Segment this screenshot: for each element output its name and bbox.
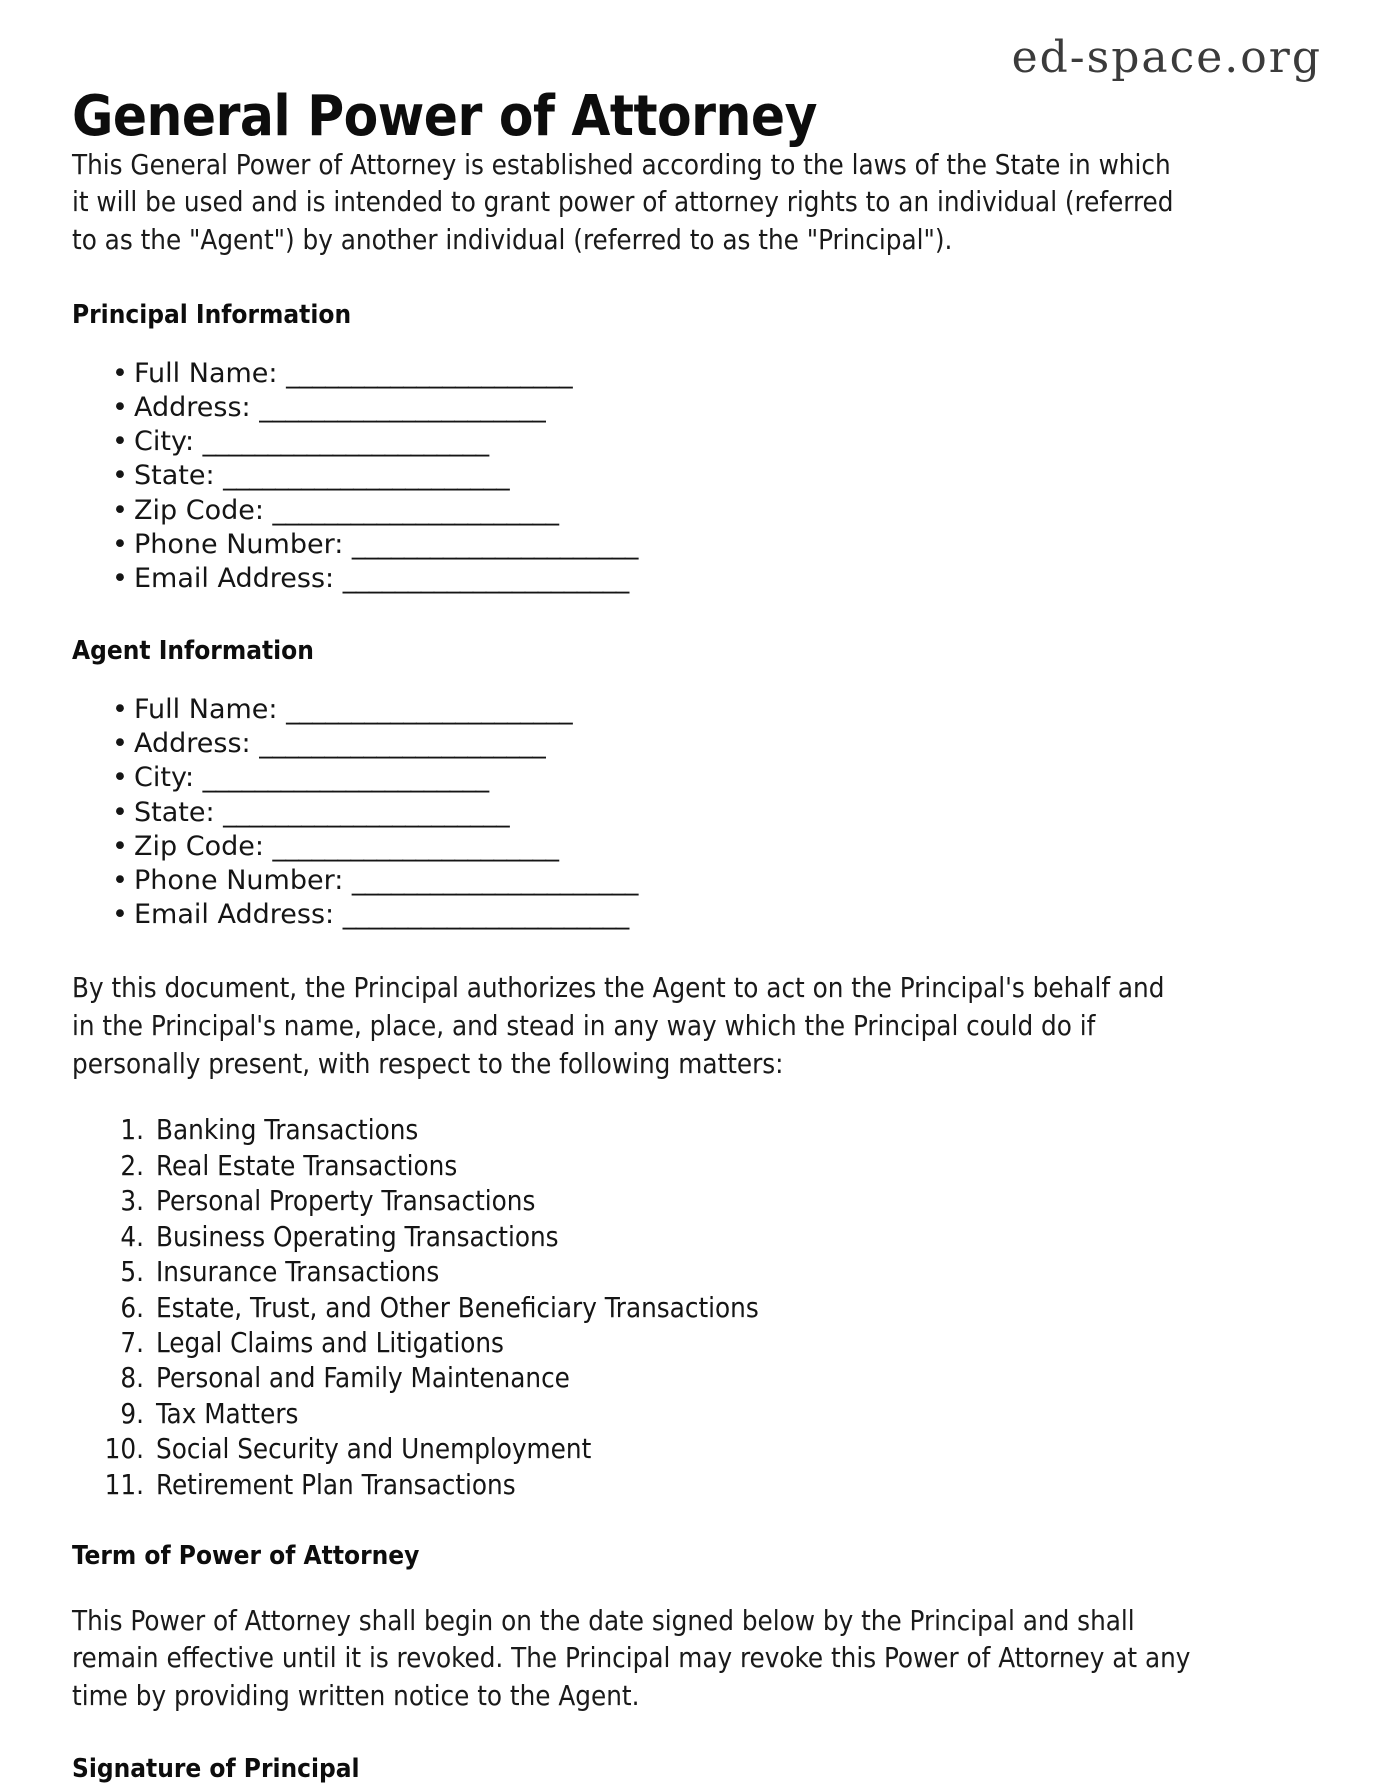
power-item-number: 8.: [120, 1362, 144, 1395]
power-item-number: 11.: [104, 1468, 144, 1501]
field-label: Phone Number:: [134, 864, 344, 896]
power-list-item: [94, 1361, 1192, 1396]
field-row: [112, 796, 1192, 830]
field-label: Phone Number:: [134, 528, 344, 560]
power-item-label: Tax Matters: [156, 1397, 299, 1430]
field-row: [112, 391, 1192, 425]
power-item-number: 3.: [120, 1185, 144, 1218]
power-list-item: [94, 1291, 1192, 1326]
power-item-label: Personal and Family Maintenance: [156, 1362, 570, 1395]
field-row: [112, 727, 1192, 761]
agent-field-list: [72, 693, 1192, 932]
field-label: Full Name:: [134, 358, 278, 389]
power-item-label: Legal Claims and Litigations: [156, 1326, 504, 1359]
bullet-icon: •: [112, 728, 128, 760]
bullet-icon: •: [112, 899, 128, 931]
power-item-label: Personal Property Transactions: [156, 1185, 536, 1218]
field-label: Address:: [134, 392, 251, 424]
field-row: [112, 357, 1192, 391]
field-label: State:: [134, 796, 215, 828]
power-item-label: Social Security and Unemployment: [156, 1433, 592, 1466]
field-blank-line[interactable]: ______________________: [259, 392, 546, 424]
page-title: General Power of Attorney: [72, 84, 817, 149]
field-row: [112, 459, 1192, 493]
bullet-icon: •: [112, 830, 128, 862]
field-row: [112, 898, 1192, 932]
intro-paragraph: This General Power of Attorney is established according to the laws of the State in which it will be used and is intended to grant power of attorney rights to an individual (referred to as the "Agent") by another individual (referred to as the "Principal").: [72, 148, 1174, 257]
signature-of-principal-heading: Signature of Principal: [72, 1753, 360, 1784]
power-item-label: Estate, Trust, and Other Beneficiary Transactions: [156, 1291, 759, 1324]
field-label: Email Address:: [134, 899, 335, 931]
power-item-number: 2.: [120, 1149, 144, 1182]
bullet-icon: •: [112, 358, 128, 389]
field-label: State:: [134, 460, 215, 492]
bullet-icon: •: [112, 562, 128, 594]
field-row: [112, 864, 1192, 898]
power-item-number: 9.: [120, 1397, 144, 1430]
principal-field-list: [72, 357, 1192, 596]
bullet-icon: •: [112, 392, 128, 424]
power-item-number: 4.: [120, 1220, 144, 1253]
term-of-power-heading: Term of Power of Attorney: [72, 1541, 420, 1572]
field-label: City:: [134, 426, 195, 458]
bullet-icon: •: [112, 796, 128, 828]
power-item-number: 7.: [120, 1326, 144, 1359]
field-row: [112, 693, 1192, 727]
power-item-label: Insurance Transactions: [156, 1256, 440, 1289]
field-row: [112, 425, 1192, 459]
bullet-icon: •: [112, 694, 128, 726]
power-list-item: [94, 1468, 1192, 1503]
field-blank-line[interactable]: ______________________: [272, 830, 559, 862]
power-list-item: [94, 1397, 1192, 1432]
power-item-label: Real Estate Transactions: [156, 1149, 458, 1182]
site-watermark: ed-space.org: [1011, 32, 1322, 83]
bullet-icon: •: [112, 864, 128, 896]
power-item-number: 10.: [104, 1433, 144, 1466]
power-list-item: [94, 1149, 1192, 1184]
field-label: Full Name:: [134, 694, 278, 726]
field-blank-line[interactable]: ______________________: [202, 762, 489, 794]
field-row: [112, 562, 1192, 596]
power-item-number: 6.: [120, 1291, 144, 1324]
power-item-number: 1.: [120, 1114, 144, 1147]
bullet-icon: •: [112, 762, 128, 794]
field-label: Zip Code:: [134, 830, 264, 862]
power-item-label: Retirement Plan Transactions: [156, 1468, 516, 1501]
power-item-label: Business Operating Transactions: [156, 1220, 559, 1253]
field-label: Address:: [134, 728, 251, 760]
power-item-label: Banking Transactions: [156, 1114, 419, 1147]
field-blank-line[interactable]: ______________________: [272, 494, 559, 526]
power-list-item: [94, 1220, 1192, 1255]
power-list-item: [94, 1113, 1192, 1148]
authorization-paragraph: By this document, the Principal authorizes the Agent to act on the Principal's behalf and in the Principal's name, place, and stead in any way which the Principal could do if personally present, with respect to the following matters:: [72, 972, 1165, 1080]
bullet-icon: •: [112, 528, 128, 560]
field-blank-line[interactable]: ______________________: [223, 460, 510, 492]
bullet-icon: •: [112, 426, 128, 458]
field-blank-line[interactable]: ______________________: [286, 358, 573, 389]
field-row: [112, 830, 1192, 864]
field-blank-line[interactable]: ______________________: [351, 528, 638, 560]
power-item-number: 5.: [120, 1256, 144, 1289]
power-list-item: [94, 1184, 1192, 1219]
field-label: Email Address:: [134, 562, 335, 594]
field-label: City:: [134, 762, 195, 794]
field-blank-line[interactable]: ______________________: [342, 562, 629, 594]
document-content: [72, 0, 1192, 1785]
field-blank-line[interactable]: ______________________: [223, 796, 510, 828]
field-blank-line[interactable]: ______________________: [342, 899, 629, 931]
field-row: [112, 761, 1192, 795]
term-of-power-paragraph: This Power of Attorney shall begin on the date signed below by the Principal and shall remain effective until it is revoked. The Principal may revoke this Power of Attorney at any time by providing written notice to the Agent.: [72, 1604, 1191, 1712]
field-label: Zip Code:: [134, 494, 264, 526]
powers-list: [72, 1113, 1192, 1503]
bullet-icon: •: [112, 460, 128, 492]
field-row: [112, 494, 1192, 528]
field-row: [112, 528, 1192, 562]
power-list-item: [94, 1326, 1192, 1361]
power-list-item: [94, 1432, 1192, 1467]
field-blank-line[interactable]: ______________________: [286, 694, 573, 726]
power-list-item: [94, 1255, 1192, 1290]
field-blank-line[interactable]: ______________________: [351, 864, 638, 896]
principal-information-heading: Principal Information: [72, 299, 352, 330]
field-blank-line[interactable]: ______________________: [202, 426, 489, 458]
field-blank-line[interactable]: ______________________: [259, 728, 546, 760]
agent-information-heading: Agent Information: [72, 635, 314, 666]
bullet-icon: •: [112, 494, 128, 526]
